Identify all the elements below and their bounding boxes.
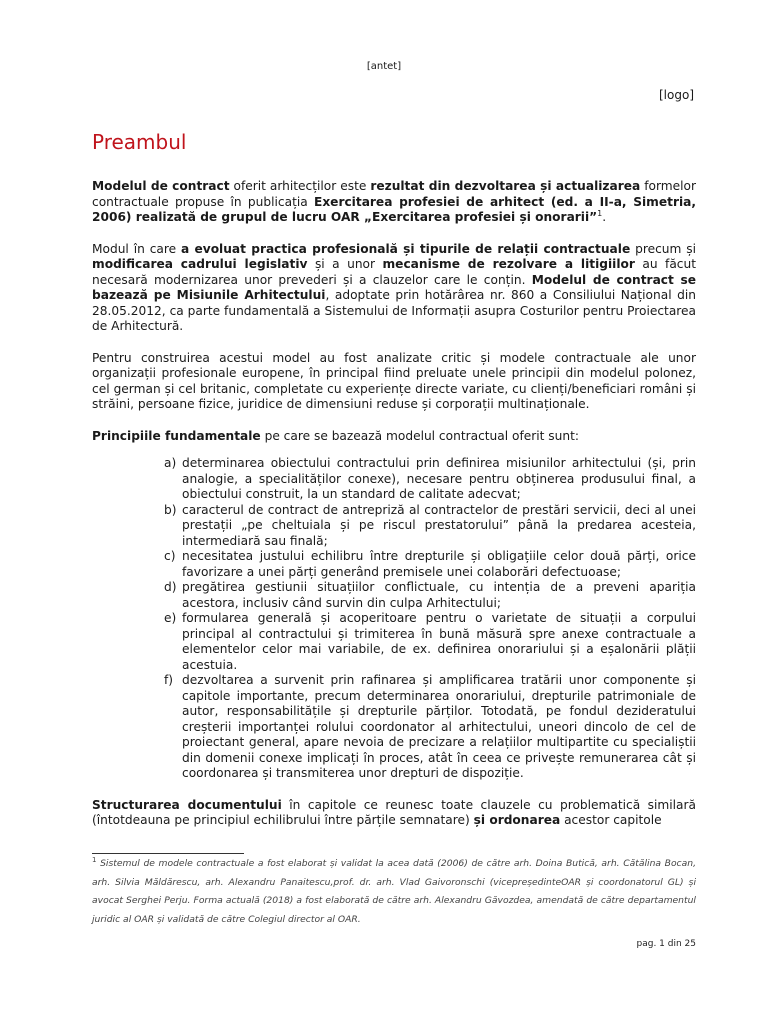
list-item-text: pregătirea gestiunii situațiilor conflictuale, cu intenția de a preveni apariția acestora, inclusiv când survin din culpa Arhitectului; <box>182 580 696 610</box>
bold-text: Modelul de contract se bazează pe Misiunile Arhitectului <box>92 272 696 302</box>
bold-text: Principiile fundamentale <box>92 428 261 443</box>
header-antet: [antet] <box>366 61 402 72</box>
text: formelor contractuale propuse în publicația <box>92 179 696 209</box>
footnote-reference[interactable]: 1 <box>597 208 603 218</box>
footnote-text: Sistemul de modele contractuale a fost elaborat și validat la acea dată (2006) de către arh. Doina Butică, arh. Cătălina Bocan, arh. Silvia Măldărescu, arh. Alexandru Panaitescu,prof. dr. arh. Vlad Gaivoronschi (vicepreședinteOAR și coordonatorul GL) și avocat Serghei Perju. Forma actuală (2018) a fost elaborată de către arh. Alexandru Găvozdea, amendată de către departamentul juridic al OAR și validată de către Colegiul director al OAR. <box>92 858 696 925</box>
list-item <box>164 580 696 611</box>
footnote-marker: 1 <box>92 855 97 864</box>
bold-text: mecanisme de rezolvare a litigiilor <box>382 257 635 271</box>
list-marker: c) <box>164 549 176 563</box>
list-marker: a) <box>164 456 177 470</box>
list-item-text: determinarea obiectului contractului prin definirea misiunilor arhitectului (și, prin analogie, a specialităților conexe), necesare pentru obținerea produsului final, a obiectului construit, la un standard de calitate adecvat; <box>182 456 696 501</box>
text: . <box>602 210 607 224</box>
list-item <box>164 673 696 782</box>
text: au făcut necesară modernizarea unor prevederi și a clauzelor care le conțin. <box>92 257 696 287</box>
text: acestor capitole <box>560 813 662 827</box>
bold-text: rezultat din dezvoltarea și actualizarea <box>370 179 641 193</box>
header-logo-placeholder: [logo] <box>659 88 694 102</box>
text: oferit arhitecților este <box>229 179 371 193</box>
page-number: pag. 1 din 25 <box>636 939 696 949</box>
text: pe care se bazează modelul contractual oferit sunt: <box>260 428 579 443</box>
text: și a unor <box>307 257 383 271</box>
text: în capitole ce reunesc toate clauzele cu problematică similară (întotdeauna pe principiul echilibrului între părțile semnatare) <box>92 797 696 827</box>
main-content <box>92 179 696 845</box>
bold-text: modificarea cadrului legislativ <box>92 257 308 271</box>
bold-text: Exercitarea profesiei de arhitect (ed. a II-a, Simetria, 2006) realizată de grupul de lucru OAR „Exercitarea profesiei și onorarii” <box>92 194 696 224</box>
list-item <box>164 502 696 550</box>
list-item <box>164 549 696 580</box>
bold-text: Structurarea documentului <box>92 797 282 812</box>
paragraph-intro <box>92 179 696 226</box>
paragraph-evolution <box>92 242 696 335</box>
list-marker: e) <box>164 611 177 625</box>
principles-list <box>92 456 696 782</box>
list-marker: d) <box>164 580 177 594</box>
list-item-text: formularea generală și acoperitoare pentru o varietate de situații a corpului principal al contractului și trimiterea în bună măsură spre anexe contractuale a elementelor celor mai variabile, de ex. definirea onorariului și a eșalonării plății acestuia. <box>182 611 696 672</box>
list-marker: f) <box>164 673 174 687</box>
bold-text: a evoluat practica profesională și tipurile de relații contractuale <box>181 241 631 256</box>
text: , adoptate prin hotărârea nr. 860 a Consiliului Național din 28.05.2012, ca parte fundamentală a Sistemului de Informații asupra Costurilor pentru Proiectarea de Arhitectură. <box>92 288 696 333</box>
bold-text: și ordonarea <box>473 813 561 827</box>
list-item-text: necesitatea justului echilibru între drepturile și obligațiile celor două părți, orice favorizare a unei părți generând premisele unei colaborări defectuoase; <box>182 549 696 579</box>
footnote-divider <box>92 853 244 854</box>
paragraph-european-models: Pentru construirea acestui model au fost analizate critic și modele contractuale ale unor organizații profesionale europene, în principal fiind preluate unele principii din modelul polonez, cel german și cel britanic, completate cu experiențe directe variate, cu clienți/beneficiari români și străini, persoane fizice, juridice de dimensiuni reduse și corporații multinaționale. <box>92 350 696 411</box>
footnote <box>92 855 696 929</box>
list-marker: b) <box>164 502 177 517</box>
list-item <box>164 611 696 673</box>
list-item-text: caracterul de contract de antrepriză al contractelor de prestări servicii, deci al unei prestații „pe cheltuiala și pe riscul prestatorului” până la predarea acesteia, intermediară sau finală; <box>182 502 696 548</box>
text: Modul în care <box>92 241 181 256</box>
paragraph-principles-intro <box>92 429 696 445</box>
list-item-text: dezvoltarea a survenit prin rafinarea și amplificarea tratării unor componente și capitole importante, precum determinarea onorariului, drepturile patrimoniale de autor, responsabilitățile și drepturile părților. Totodată, pe fondul dezideratului creșterii importanței rolului coordonator al arhitectului, uneori dincolo de cel de proiectant general, apare nevoia de precizare a relațiilor multipartite cu specialiștii din domenii conexe implicați în proces, atât în ceea ce privește remunerarea cât și coordonarea și transmiterea unor drepturi de dispoziție. <box>182 673 696 780</box>
text: precum și <box>630 241 696 256</box>
paragraph-structure <box>92 798 696 829</box>
list-item <box>164 456 696 503</box>
bold-text: Modelul de contract <box>92 179 230 193</box>
section-title: Preambul <box>92 130 187 154</box>
